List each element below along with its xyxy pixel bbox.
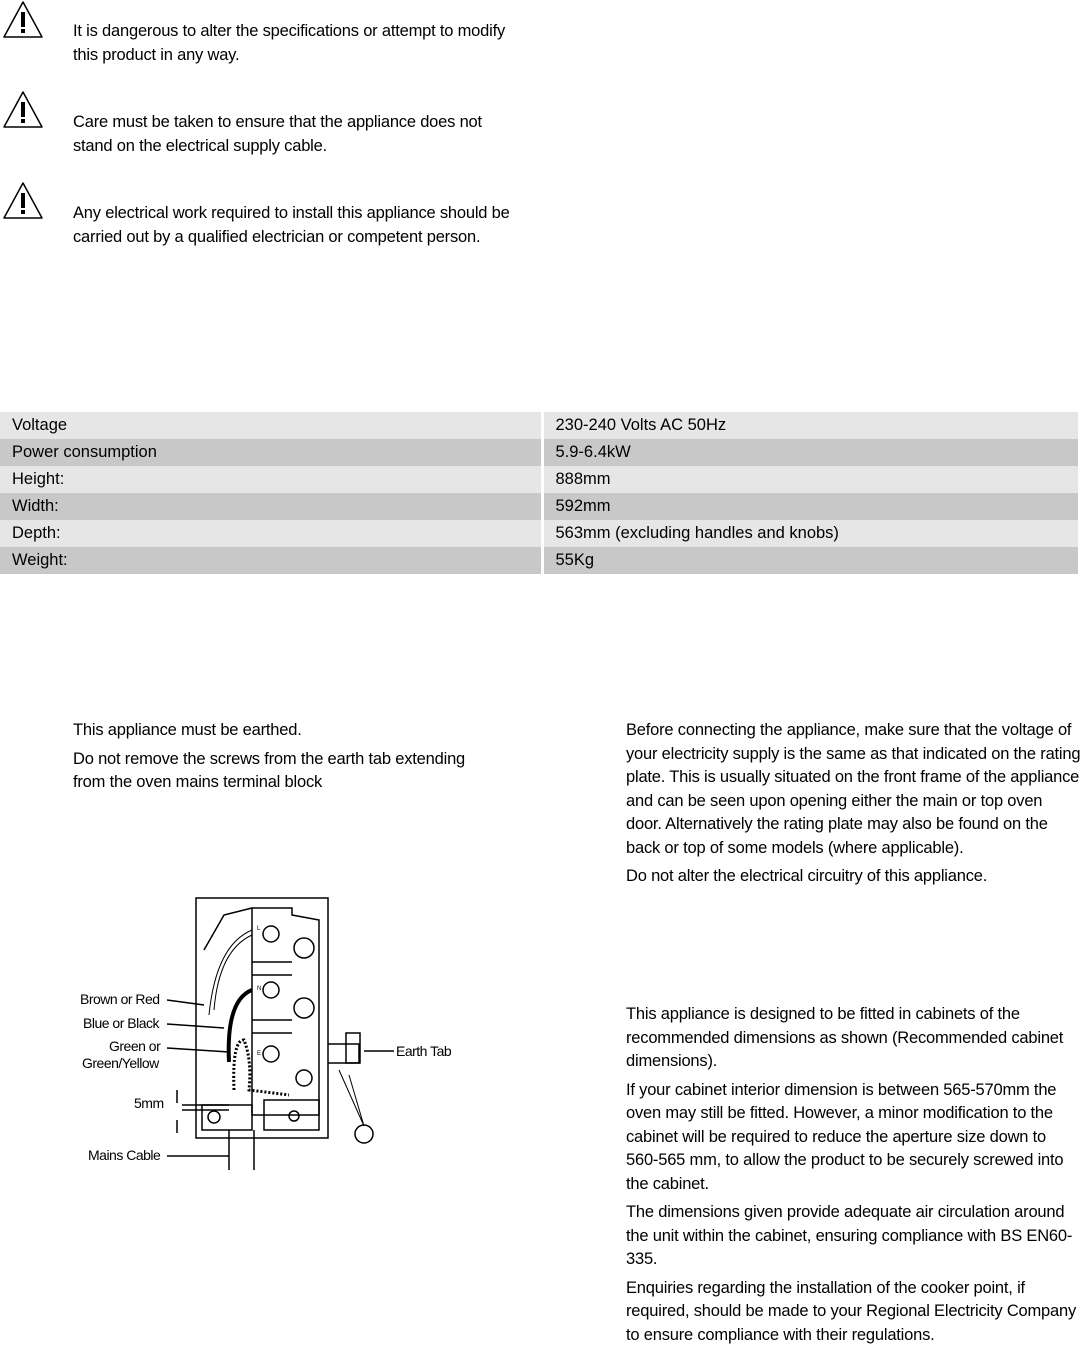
paragraph: Before connecting the appliance, make sure that the voltage of your electricity supply is the same as that indicated on the rating plate. This is usually situated on the front frame of the appliance and can be seen upon opening either the main or top oven door. Alternatively the rating plate may also be found on the back or top of some models (where applicable).	[626, 721, 1081, 857]
spec-value: 592mm	[542, 493, 1080, 520]
warning-text: Any electrical work required to install this appliance should be carried out by a qualified electrician or competent person.	[73, 204, 510, 246]
warning-text: It is dangerous to alter the specifications or attempt to modify this product in any way.	[73, 22, 506, 64]
spec-label: Width:	[0, 493, 542, 520]
label-earth-tab: Earth Tab	[396, 1043, 452, 1059]
paragraph: Do not remove the screws from the earth tab extending from the oven mains terminal block	[73, 749, 466, 791]
earthing-notes	[73, 719, 473, 800]
warning-triangle-icon	[2, 90, 44, 130]
paragraph: This appliance is designed to be fitted in cabinets of the recommended dimensions as shown (Recommended cabinet dimensions).	[626, 1005, 1064, 1070]
table-row	[0, 439, 1080, 466]
warning-triangle-icon	[2, 0, 44, 40]
paragraph: The dimensions given provide adequate air circulation around the unit within the cabinet, ensuring compliance with BS EN60-335.	[626, 1203, 1073, 1268]
warning-1	[0, 0, 530, 70]
specifications-table	[0, 412, 1081, 574]
warning-2	[0, 90, 530, 160]
spec-label: Power consumption	[0, 439, 542, 466]
spec-label: Depth:	[0, 520, 542, 547]
spec-label: Height:	[0, 466, 542, 493]
label-green-yellow: Green/Yellow	[82, 1055, 159, 1071]
warning-text: Care must be taken to ensure that the appliance does not stand on the electrical supply cable.	[73, 113, 482, 155]
table-row	[0, 520, 1080, 547]
spec-value: 5.9-6.4kW	[542, 439, 1080, 466]
warning-3	[0, 181, 530, 251]
label-green: Green or	[109, 1038, 161, 1054]
paragraph: Enquiries regarding the installation of the cooker point, if required, should be made to your Regional Electricity Company to ensure compliance with their regulations.	[626, 1278, 1077, 1344]
table-row	[0, 493, 1080, 520]
spec-label: Voltage	[0, 412, 542, 439]
cabinet-notes	[626, 1003, 1081, 1352]
table-row	[0, 547, 1080, 574]
label-n: N	[257, 986, 261, 992]
paragraph: Do not alter the electrical circuitry of this appliance.	[626, 867, 988, 885]
spec-value: 888mm	[542, 466, 1080, 493]
label-l: L	[257, 926, 260, 932]
terminal-block-wiring-diagram	[74, 890, 459, 1175]
warning-triangle-icon	[2, 181, 44, 221]
paragraph: If your cabinet interior dimension is between 565-570mm the oven may still be fitted. However, a minor modification to the cabinet will be required to reduce the aperture size down to 560-565 mm, to allow the product to be securely screwed into the cabinet.	[626, 1080, 1064, 1193]
connection-notes	[626, 719, 1081, 894]
table-row	[0, 412, 1080, 439]
label-brown-or-red: Brown or Red	[80, 991, 160, 1007]
spec-value: 563mm (excluding handles and knobs)	[542, 520, 1080, 547]
paragraph: This appliance must be earthed.	[73, 721, 302, 739]
label-5mm: 5mm	[134, 1095, 164, 1111]
spec-label: Weight:	[0, 547, 542, 574]
table-row	[0, 466, 1080, 493]
spec-value: 55Kg	[542, 547, 1080, 574]
label-e: E	[257, 1051, 261, 1057]
spec-value: 230-240 Volts AC 50Hz	[542, 412, 1080, 439]
label-mains-cable: Mains Cable	[88, 1147, 161, 1163]
label-blue-or-black: Blue or Black	[83, 1015, 159, 1031]
